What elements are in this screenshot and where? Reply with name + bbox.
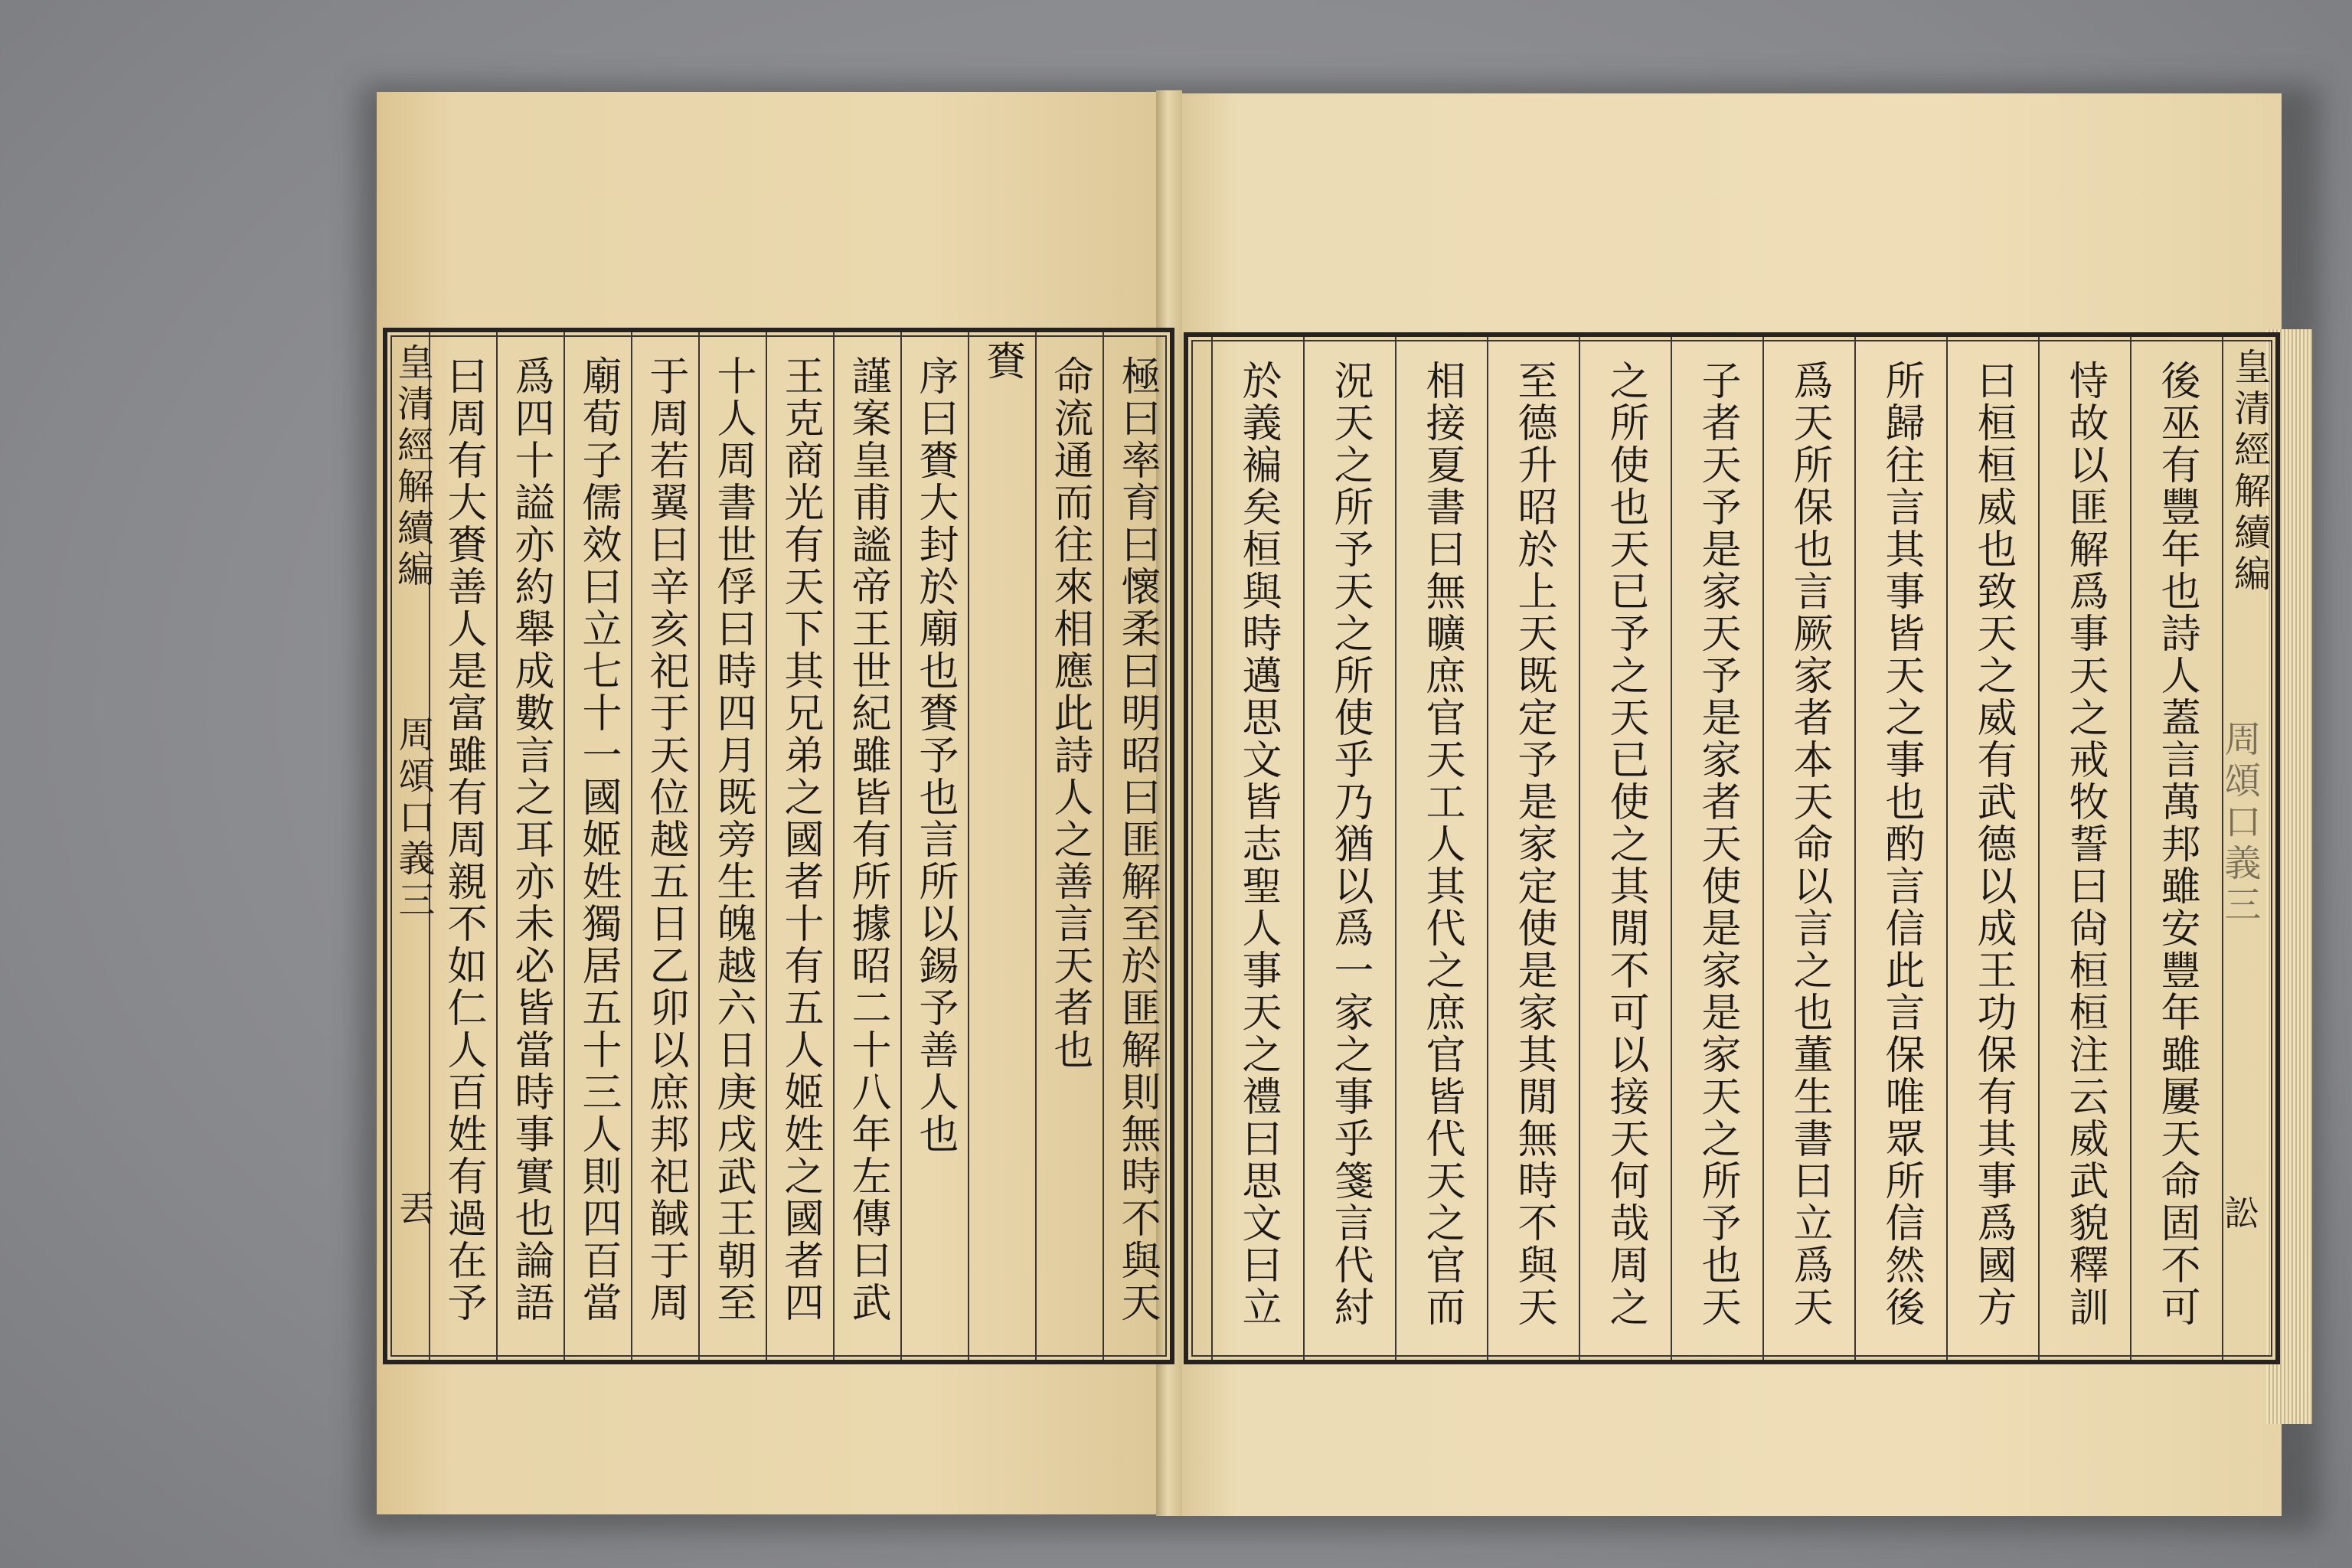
- right-column-5-text: 爲天所保也言厥家者本天命以言之也董生書曰立爲天: [1786, 360, 1832, 1328]
- left-column-7-text: 十人周書世俘曰時四月既旁生魄越六日庚戌武王朝至: [710, 355, 756, 1324]
- left-column-5: [833, 332, 900, 1360]
- left-column-3-text: 賚: [979, 340, 1025, 382]
- right-column-3-text: 曰桓桓威也致天之威有武德以成王功保有其事爲國方: [1970, 360, 2016, 1328]
- left-column-4: [900, 332, 968, 1360]
- left-column-8: [631, 332, 698, 1360]
- right-page-number: 訟: [2219, 1194, 2260, 1230]
- right-column-10: [1303, 337, 1395, 1360]
- right-column-2: [2038, 337, 2130, 1360]
- right-column-8-text: 至德升昭於上天既定予是家定使是家其閒無時不與天: [1511, 360, 1557, 1328]
- right-column-9-text: 相接夏書曰無曠庶官天工人其代之庶官皆代天之官而: [1419, 360, 1465, 1328]
- right-column-1-text: 後巫有豐年也詩人蓋言萬邦雖安豐年雖屢天命固不可: [2154, 360, 2200, 1328]
- left-margin-section: 周頌口義三: [392, 715, 435, 922]
- left-column-8-text: 于周若翼曰辛亥祀于天位越五日乙卯以庶邦祀馘于周: [642, 355, 688, 1324]
- right-column-7: [1579, 337, 1671, 1360]
- left-column-7: [698, 332, 766, 1360]
- left-column-9: [564, 332, 631, 1360]
- left-column-3: [968, 332, 1035, 1360]
- left-column-4-text: 序曰賚大封於廟也賚予也言所以錫予善人也: [912, 355, 958, 1155]
- left-column-2-text: 命流通而往來相應此詩人之善言天者也: [1047, 355, 1093, 1071]
- right-column-4-text: 所歸往言其事皆天之事也酌言信此言保唯眾所信然後: [1878, 360, 1924, 1328]
- right-text-frame: [1184, 332, 2280, 1364]
- right-column-3: [1946, 337, 2038, 1360]
- right-column-6: [1671, 337, 1762, 1360]
- left-column-5-text: 謹案皇甫謐帝王世紀雖皆有所據昭二十八年左傳曰武: [844, 355, 890, 1324]
- right-column-10-text: 況天之所予天之所使乎乃猶以爲一家之事乎箋言代紂: [1327, 360, 1373, 1328]
- left-column-9-text: 廟荀子儒效曰立七十一國姬姓獨居五十三人則四百當: [575, 355, 621, 1324]
- left-column-1-text: 極曰率育曰懷柔曰明昭曰匪解至於匪解則無時不與天: [1114, 355, 1160, 1324]
- left-column-10: [496, 332, 564, 1360]
- right-column-7-text: 之所使也天已予之天已使之其閒不可以接天何哉周之: [1602, 360, 1648, 1328]
- right-margin-section: 周頌口義三: [2218, 720, 2261, 926]
- left-text-frame: [383, 328, 1174, 1364]
- left-column-2: [1035, 332, 1102, 1360]
- left-page-number: 丟: [394, 1190, 435, 1225]
- right-margin-title: 皇清經解續編: [2227, 348, 2271, 596]
- right-column-2-text: 恃故以匪解爲事天之戒牧誓曰尙桓桓注云威武貌釋訓: [2062, 360, 2108, 1328]
- left-margin-title: 皇清經解續編: [390, 343, 434, 591]
- left-column-6-text: 王克商光有天下其兄弟之國者十有五人姬姓之國者四: [777, 355, 823, 1324]
- right-column-4: [1854, 337, 1946, 1360]
- right-column-5: [1762, 337, 1854, 1360]
- right-column-6-text: 子者天予是家天予是家者天使是家是家天之所予也天: [1694, 360, 1740, 1328]
- left-column-11-text: 曰周有大賚善人是富雖有周親不如仁人百姓有過在予: [440, 355, 486, 1324]
- right-column-9: [1395, 337, 1487, 1360]
- right-column-11-text: 於義褊矣桓與時邁思文皆志聖人事天之禮曰思文曰立: [1235, 360, 1281, 1328]
- left-column-1: [1102, 332, 1170, 1360]
- left-column-10-text: 爲四十謚亦約舉成數言之耳亦未必皆當時事實也論語: [508, 355, 554, 1324]
- left-column-6: [766, 332, 833, 1360]
- right-column-8: [1487, 337, 1579, 1360]
- right-column-1: [2130, 337, 2222, 1360]
- right-column-11: [1211, 337, 1303, 1360]
